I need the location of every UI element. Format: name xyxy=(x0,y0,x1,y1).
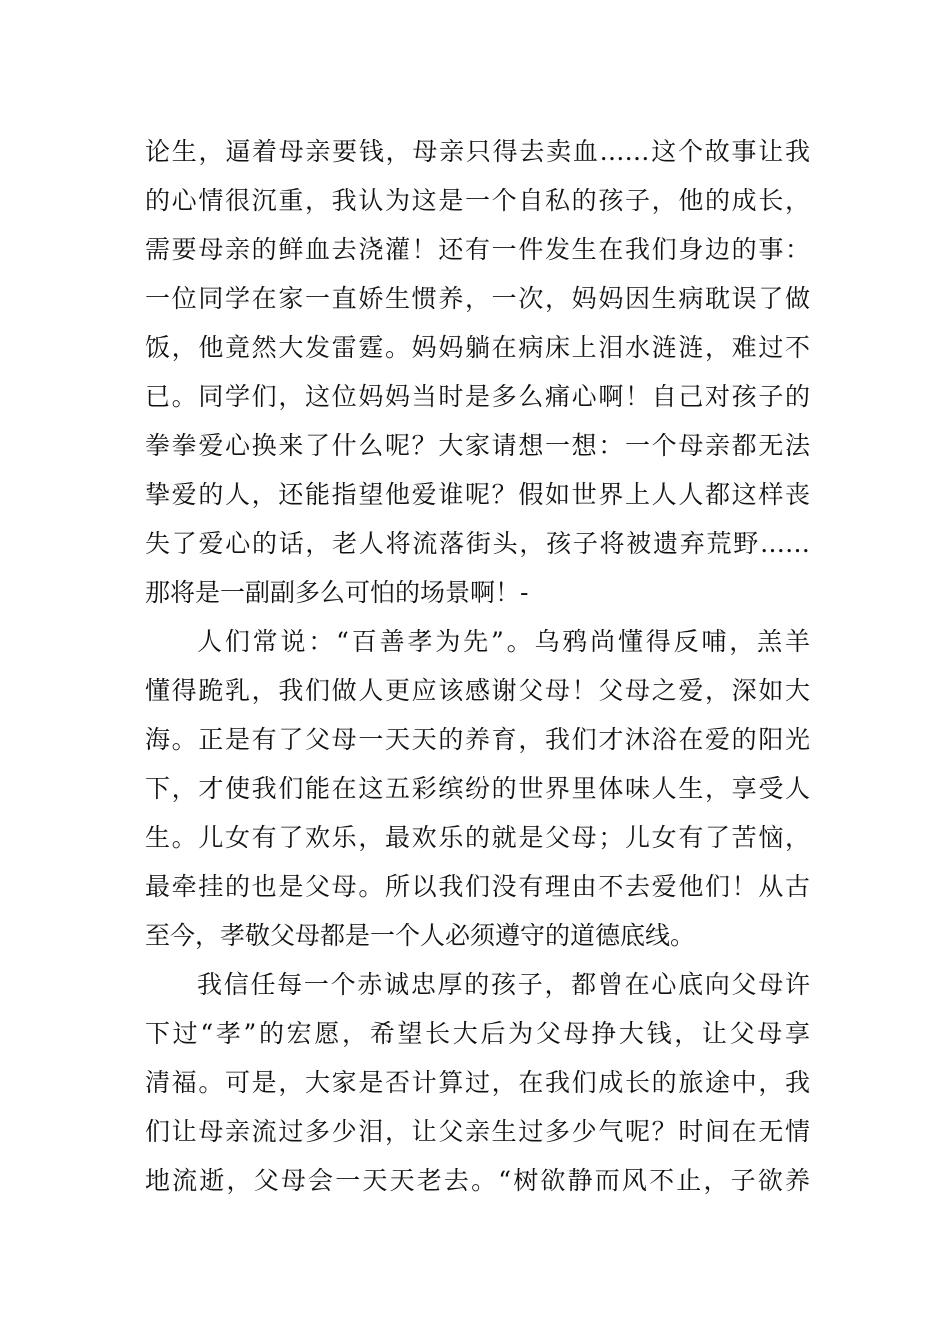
text-line: 懂得跪乳，我们做人更应该感谢父母！父母之爱，深如大 xyxy=(145,676,810,705)
text-line: 至今，孝敬父母都是一个人必须遵守的道德底线。 xyxy=(145,921,696,950)
text-line: 的心情很沉重，我认为这是一个自私的孩子，他的成长， xyxy=(145,186,810,215)
text-line: 挚爱的人，还能指望他爱谁呢？假如世界上人人都这样丧 xyxy=(145,480,810,509)
text-line: 需要母亲的鲜血去浇灌！还有一件发生在我们身边的事： xyxy=(145,235,810,264)
text-line: 失了爱心的话，老人将流落街头，孩子将被遗弃荒野…… xyxy=(145,529,810,558)
text-line: 地流逝，父母会一天天老去。“树欲静而风不止，子欲养 xyxy=(145,1166,810,1195)
text-line: 生。儿女有了欢乐，最欢乐的就是父母；儿女有了苦恼， xyxy=(145,823,810,852)
text-line: 清福。可是，大家是否计算过，在我们成长的旅途中，我 xyxy=(145,1068,810,1097)
body-text xyxy=(145,127,810,1205)
text-line: 下过“孝”的宏愿，希望长大后为父母挣大钱，让父母享 xyxy=(145,1019,810,1048)
text-line: 下，才使我们能在这五彩缤纷的世界里体味人生，享受人 xyxy=(145,774,810,803)
text-line: 论生，逼着母亲要钱，母亲只得去卖血……这个故事让我 xyxy=(145,137,810,166)
text-line: 饭，他竟然大发雷霆。妈妈躺在病床上泪水涟涟，难过不 xyxy=(145,333,810,362)
text-line: 已。同学们，这位妈妈当时是多么痛心啊！自己对孩子的 xyxy=(145,382,810,411)
text-line: 海。正是有了父母一天天的养育，我们才沐浴在爱的阳光 xyxy=(145,725,810,754)
text-line: 我信任每一个赤诚忠厚的孩子，都曾在心底向父母许 xyxy=(197,970,810,999)
text-line: 最牵挂的也是父母。所以我们没有理由不去爱他们！从古 xyxy=(145,872,810,901)
text-line: 人们常说：“百善孝为先”。乌鸦尚懂得反哺，羔羊 xyxy=(197,627,810,656)
text-line: 拳拳爱心换来了什么呢？大家请想一想：一个母亲都无法 xyxy=(145,431,810,460)
text-line: 们让母亲流过多少泪，让父亲生过多少气呢？时间在无情 xyxy=(145,1117,810,1146)
text-line: 那将是一副副多么可怕的场景啊！- xyxy=(145,578,529,607)
text-line: 一位同学在家一直娇生惯养，一次，妈妈因生病耽误了做 xyxy=(145,284,810,313)
